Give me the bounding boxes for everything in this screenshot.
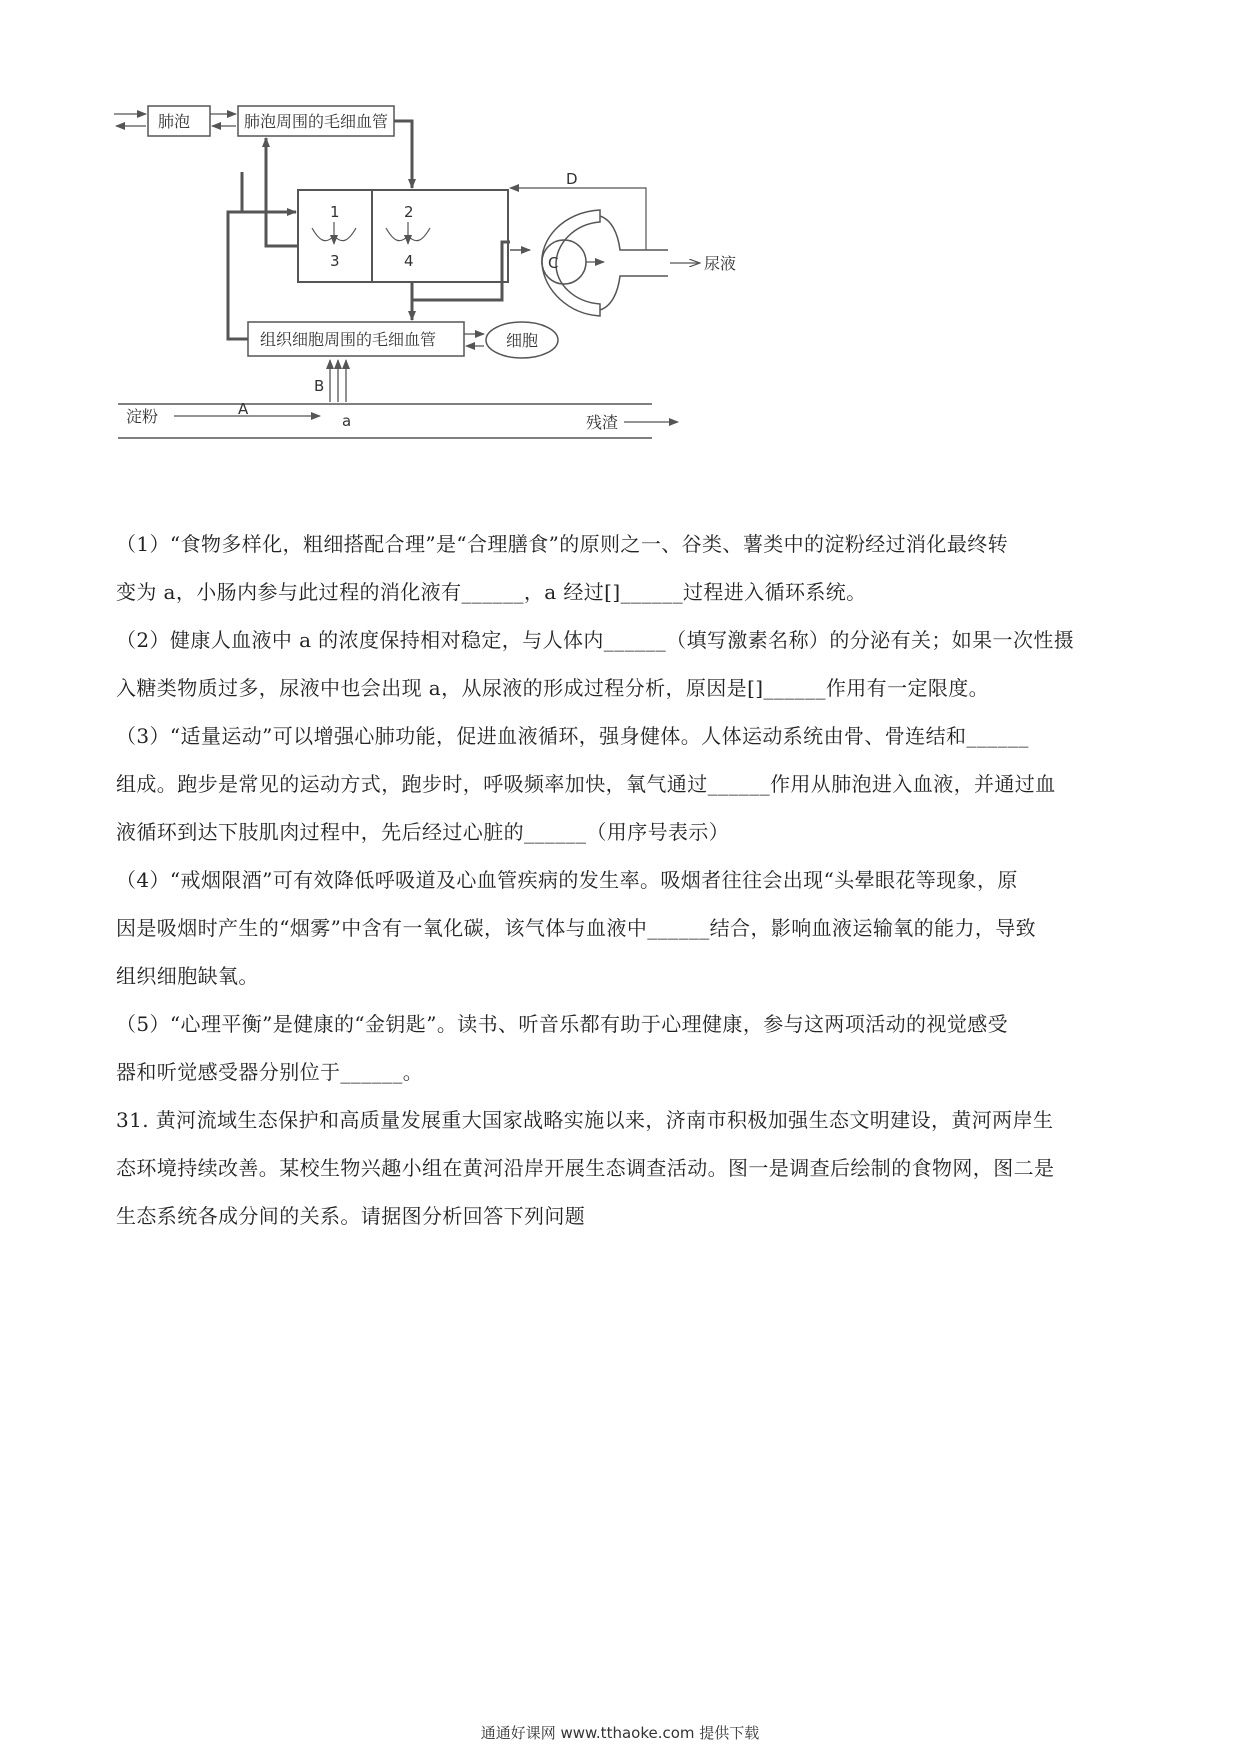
question-line: （2）健康人血液中 a 的浓度保持相对稳定，与人体内______（填写激素名称）的分泌有关；如果一次性摄 xyxy=(116,628,1075,652)
chamber-1-label: 1 xyxy=(330,203,340,221)
urine-label: 尿液 xyxy=(704,254,737,273)
question-line: 组织细胞缺氧。 xyxy=(116,964,259,988)
chamber-3-label: 3 xyxy=(330,252,340,270)
question-line: 因是吸烟时产生的“烟雾”中含有一氧化碳，该气体与血液中______结合，影响血液运输氧的能力，导致 xyxy=(116,916,1037,940)
question-line: 态环境持续改善。某校生物兴趣小组在黄河沿岸开展生态调查活动。图一是调查后绘制的食物网，图二是 xyxy=(116,1156,1055,1180)
question-line: 组成。跑步是常见的运动方式，跑步时，呼吸频率加快，氧气通过______作用从肺泡进入血液，并通过血 xyxy=(116,772,1056,796)
question-line: （5）“心理平衡”是健康的“金钥匙”。读书、听音乐都有助于心理健康，参与这两项活动的视觉感受 xyxy=(116,1012,1009,1036)
question-line: 液循环到达下肢肌肉过程中，先后经过心脏的______（用序号表示） xyxy=(116,820,730,844)
question-line: 变为 a，小肠内参与此过程的消化液有______，a 经过[]______过程进入循环系统。 xyxy=(116,580,867,604)
cell-label: 细胞 xyxy=(506,331,539,350)
circulation-diagram xyxy=(112,100,812,500)
label-D: D xyxy=(566,170,578,188)
footer-text: 通通好课网 www.tthaoke.com 提供下载 xyxy=(480,1724,760,1742)
question-line: （3）“适量运动”可以增强心肺功能，促进血液循环，强身健体。人体运动系统由骨、骨连结和______ xyxy=(116,724,1029,748)
question-line: （1）“食物多样化，粗细搭配合理”是“合理膳食”的原则之一、谷类、薯类中的淀粉经过消化最终转 xyxy=(116,532,1009,556)
label-A: A xyxy=(238,400,249,418)
label-a: a xyxy=(342,412,352,430)
chamber-2-label: 2 xyxy=(404,203,414,221)
question-line: 入糖类物质过多，尿液中也会出现 a，从尿液的形成过程分析，原因是[]______作用有一定限度。 xyxy=(116,676,990,700)
residue-label: 残渣 xyxy=(586,413,619,432)
question-line: 器和听觉感受器分别位于______。 xyxy=(116,1060,424,1084)
chamber-4-label: 4 xyxy=(404,252,414,270)
tissue-capillary-label: 组织细胞周围的毛细血管 xyxy=(260,330,437,349)
label-B: B xyxy=(314,377,325,395)
question-line: 31. 黄河流域生态保护和高质量发展重大国家战略实施以来，济南市积极加强生态文明建设，黄河两岸生 xyxy=(116,1108,1054,1132)
alveoli-label: 肺泡 xyxy=(158,112,191,131)
question-line: 生态系统各成分间的关系。请据图分析回答下列问题 xyxy=(116,1204,586,1228)
starch-label: 淀粉 xyxy=(126,407,159,426)
question-line: （4）“戒烟限酒”可有效降低呼吸道及心血管疾病的发生率。吸烟者往往会出现“头晕眼花等现象，原 xyxy=(116,868,1018,892)
question-text xyxy=(116,520,1134,1240)
alveolar-capillary-label: 肺泡周围的毛细血管 xyxy=(244,112,389,131)
label-C: C xyxy=(548,254,559,272)
